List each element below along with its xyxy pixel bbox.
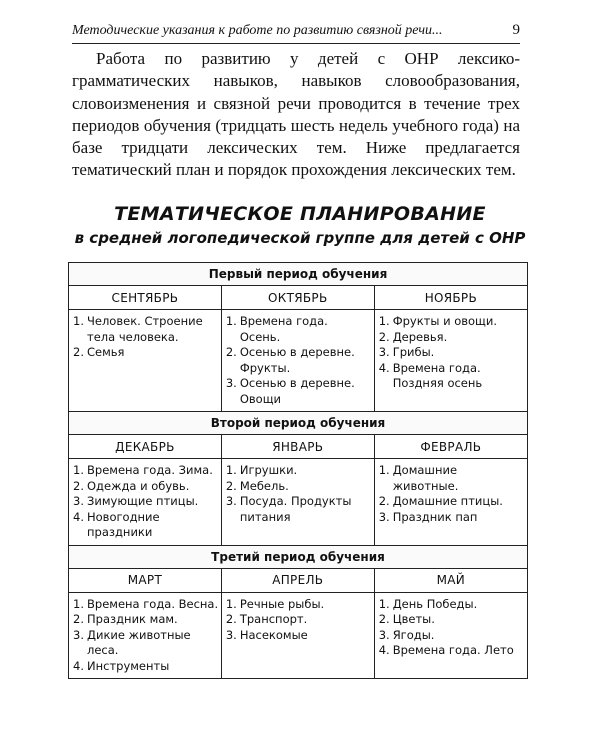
running-title: Методические указания к работе по развитию связной речи... — [72, 23, 443, 38]
topic-text: Речные рыбы. — [239, 596, 325, 611]
topic-number: 1. — [225, 463, 237, 477]
topics-row — [69, 310, 528, 412]
month-topics-cell — [69, 310, 222, 412]
topic-item — [73, 494, 219, 510]
topic-text: Человек. Строение тела человека. — [87, 314, 203, 344]
topics-row — [69, 459, 528, 546]
topic-number: 1. — [225, 314, 237, 328]
topic-item — [379, 345, 525, 361]
topic-number: 2. — [378, 329, 390, 344]
topic-text: День Победы. — [392, 596, 478, 611]
topic-number: 3. — [378, 345, 390, 359]
topic-text: Времена года. Поздняя осень — [392, 360, 483, 390]
topic-item — [379, 314, 525, 330]
plan-table-body — [69, 263, 528, 679]
topic-item — [226, 628, 372, 644]
topic-text: Мебель. — [239, 478, 289, 493]
topic-item — [73, 463, 219, 479]
topic-number: 1. — [73, 596, 84, 611]
topic-text: Дикие животные леса. — [87, 627, 191, 657]
topic-number: 2. — [225, 478, 237, 493]
month-header-row — [69, 435, 528, 459]
topic-number: 2. — [378, 612, 390, 626]
month-header-row — [69, 568, 528, 592]
topic-item — [226, 345, 372, 376]
topic-number: 1. — [73, 314, 84, 328]
topic-number: 2. — [73, 345, 84, 359]
month-topics-cell — [374, 310, 527, 412]
month-topics-cell — [221, 592, 374, 679]
topic-list — [226, 597, 372, 644]
topic-text: Игрушки. — [239, 463, 298, 477]
topic-number: 4. — [378, 360, 390, 375]
topic-item — [379, 628, 525, 644]
running-header — [72, 22, 520, 44]
topic-item — [226, 376, 372, 407]
topic-number: 2. — [73, 612, 84, 626]
topic-number: 1. — [73, 463, 84, 477]
topic-number: 4. — [73, 658, 84, 673]
topic-item — [379, 361, 525, 392]
topic-text: Цветы. — [392, 612, 435, 626]
period-label: Первый период обучения — [69, 263, 528, 286]
topic-list — [73, 463, 219, 541]
month-name: ФЕВРАЛЬ — [374, 435, 527, 459]
topic-number: 4. — [73, 509, 84, 524]
month-name: ОКТЯБРЬ — [221, 286, 374, 310]
topic-text: Посуда. Продукты питания — [239, 494, 352, 524]
topic-number: 2. — [378, 494, 390, 508]
month-header-row — [69, 286, 528, 310]
topic-item — [73, 659, 219, 675]
topic-list — [73, 314, 219, 361]
topic-text: Транспорт. — [239, 612, 308, 626]
period-header-row — [69, 545, 528, 568]
topic-number: 1. — [378, 596, 390, 611]
topic-number: 2. — [225, 345, 237, 359]
topic-text: Осенью в деревне. Овощи — [239, 376, 355, 406]
topic-text: Праздник пап — [392, 509, 478, 524]
topic-text: Новогодние праздники — [87, 509, 160, 539]
topic-item — [226, 463, 372, 479]
month-topics-cell — [221, 459, 374, 546]
topic-item — [73, 597, 219, 613]
topic-text: Инструменты — [87, 658, 170, 673]
topic-item — [226, 612, 372, 628]
topic-number: 1. — [225, 596, 237, 611]
topic-item — [379, 330, 525, 346]
topic-text: Домашние животные. — [392, 463, 459, 493]
topic-list — [226, 314, 372, 407]
month-topics-cell — [69, 459, 222, 546]
topic-text: Ягоды. — [392, 627, 435, 642]
topic-item — [73, 612, 219, 628]
topic-item — [73, 479, 219, 495]
topic-item — [226, 494, 372, 525]
month-topics-cell — [374, 592, 527, 679]
topic-list — [379, 463, 525, 525]
plan-subtitle: в средней логопедической группе для детей с ОНР — [74, 229, 526, 247]
topic-item — [73, 510, 219, 541]
topic-list — [379, 597, 525, 659]
topic-text: Времена года. Весна. — [87, 596, 219, 611]
topic-item — [73, 314, 219, 345]
topic-text: Времена года. Лето — [392, 643, 514, 657]
topic-item — [379, 612, 525, 628]
intro-paragraph-block — [72, 48, 520, 182]
topic-number: 2. — [73, 478, 84, 493]
topic-item — [73, 345, 219, 361]
topic-number: 1. — [378, 314, 390, 328]
topic-number: 3. — [73, 494, 84, 508]
topic-text: Времена года. Зима. — [87, 463, 213, 477]
topic-text: Фрукты и овощи. — [392, 314, 498, 328]
topics-row — [69, 592, 528, 679]
topic-number: 3. — [378, 627, 390, 642]
topic-list — [379, 314, 525, 392]
topic-item — [226, 597, 372, 613]
topic-number: 3. — [225, 376, 237, 390]
month-topics-cell — [221, 310, 374, 412]
topic-text: Насекомые — [239, 627, 308, 642]
topic-text: Зимующие птицы. — [87, 494, 199, 508]
plan-title: ТЕМАТИЧЕСКОЕ ПЛАНИРОВАНИЕ — [114, 203, 486, 225]
topic-number: 4. — [378, 643, 390, 657]
month-topics-cell — [374, 459, 527, 546]
topic-text: Времена года. Осень. — [239, 314, 328, 344]
topic-number: 3. — [225, 627, 237, 642]
thematic-plan-table — [68, 262, 528, 679]
month-name: АПРЕЛЬ — [221, 568, 374, 592]
topic-item — [379, 494, 525, 510]
period-label: Второй период обучения — [69, 412, 528, 435]
period-header-row — [69, 412, 528, 435]
topic-number: 3. — [225, 494, 237, 508]
topic-number: 1. — [378, 463, 390, 477]
month-name: ДЕКАБРЬ — [69, 435, 222, 459]
month-name: НОЯБРЬ — [374, 286, 527, 310]
topic-text: Праздник мам. — [87, 612, 178, 626]
topic-text: Осенью в деревне. Фрукты. — [239, 345, 355, 375]
topic-item — [379, 463, 525, 494]
topic-item — [379, 510, 525, 526]
month-name: СЕНТЯБРЬ — [69, 286, 222, 310]
month-name: МАРТ — [69, 568, 222, 592]
topic-text: Семья — [87, 345, 125, 359]
topic-number: 3. — [73, 627, 84, 642]
month-topics-cell — [69, 592, 222, 679]
topic-item — [379, 597, 525, 613]
topic-item — [379, 643, 525, 659]
topic-number: 3. — [378, 509, 390, 524]
plan-title-block — [60, 203, 540, 247]
period-header-row — [69, 263, 528, 286]
topic-text: Домашние птицы. — [392, 494, 503, 508]
period-label: Третий период обучения — [69, 545, 528, 568]
month-name: МАЙ — [374, 568, 527, 592]
topic-item — [73, 628, 219, 659]
month-name: ЯНВАРЬ — [221, 435, 374, 459]
topic-item — [226, 314, 372, 345]
topic-list — [73, 597, 219, 675]
topic-number: 2. — [225, 612, 237, 626]
topic-item — [226, 479, 372, 495]
page-number: 9 — [512, 22, 520, 38]
topic-text: Грибы. — [392, 345, 435, 359]
topic-text: Одежда и обувь. — [87, 478, 190, 493]
topic-text: Деревья. — [392, 329, 448, 344]
intro-paragraph: Работа по развитию у детей с ОНР лексико-грамматических навыков, навыков словообразования, словоизменения и связной речи проводится в течение трех периодов обучения (тридцать шесть недель учебного года) на базе тридцати лексических тем. Ниже предлагается тематический план и порядок прохождения лексических тем. — [72, 49, 520, 180]
topic-list — [226, 463, 372, 525]
